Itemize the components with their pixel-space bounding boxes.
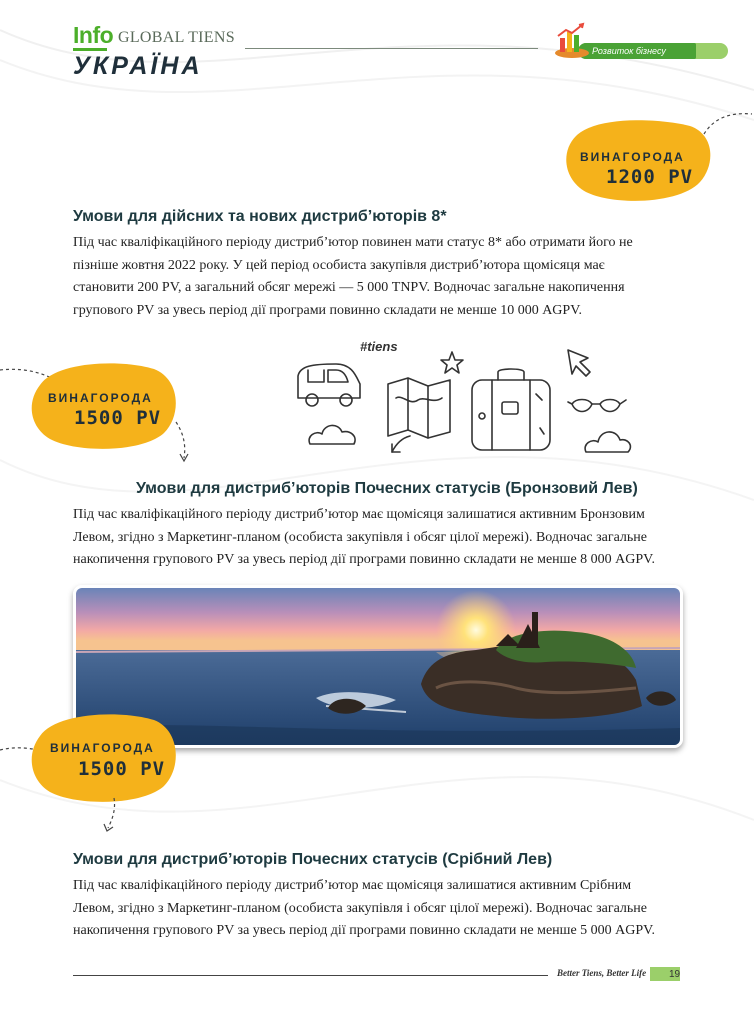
reward-badge-3 [30,708,180,806]
section-1-heading: Умови для дійсних та нових дистриб’юторів 8* [73,208,447,225]
section-3-line: Левом, згідно з Маркетинг-планом (особиста закупівля і обсяг цілої мережі). Водночас загальне [73,900,648,916]
tiens-hashtag: #tiens [360,339,398,354]
travel-doodles-illustration [292,332,632,460]
section-1-line: Під час кваліфікаційного періоду дистриб’ютор повинен мати статус 8* або отримати його не [73,235,633,250]
section-2-line: накопичення групового PV за увесь період дії програми повинно складати не менше 8 000 AGPV. [73,552,655,567]
brand-global-tiens: GLOBAL TIENS [118,29,235,46]
region-title: УКРАЇНА [73,52,203,80]
section-1-paragraph [73,232,633,322]
dashed-arrow-1 [700,108,754,138]
badge-blob-shape [30,357,180,453]
section-3-line: накопичення групового PV за увесь період дії програми повинно складати не менше 5 000 AGPV. [73,923,655,938]
business-growth-icon [552,22,592,62]
section-2-paragraph [73,504,655,572]
reward-badge-1 [562,114,714,204]
section-3-heading: Умови для дистриб’юторів Почесних статусів (Срібний Лев) [73,851,553,868]
footer-slogan: Better Tiens, Better Life [557,968,647,978]
badge-blob-shape [30,708,180,806]
reward-badge-2 [30,357,180,453]
brand-info: Info [73,22,114,48]
badge-value: 1200 PV [606,166,694,188]
badge-value: 1500 PV [78,758,166,780]
brand-underline [73,48,107,51]
section-tag-label: Розвиток бізнесу [578,43,696,59]
page-number: 19 [669,969,681,980]
badge-label: ВИНАГОРОДА [580,150,685,164]
section-1-line: становити 200 PV, а загальний обсяг мережі — 5 000 TNPV. Водночас загальне накопичення [73,280,625,295]
section-2-heading: Умови для дистриб’юторів Почесних статусів (Бронзовий Лев) [136,480,638,497]
section-2-line: Левом, згідно з Маркетинг-планом (особиста закупівля і обсяг цілої мережі). Водночас загальне [73,529,648,545]
badge-label: ВИНАГОРОДА [48,391,153,405]
section-3-paragraph [73,875,655,943]
badge-label: ВИНАГОРОДА [50,741,155,755]
header-divider [245,48,538,49]
footer-divider [73,975,548,976]
dashed-arrow-3 [98,796,122,836]
section-1-line: групового PV за увесь період дії програми повинно складати не менше 10 000 AGPV. [73,302,583,318]
section-1-line: пізніше жовтня 2022 року. У цей період особиста закупівля дистриб’ютора щомісяця має [73,257,605,273]
dashed-arrow-2 [170,418,200,464]
section-3-line: Під час кваліфікаційного періоду дистриб’ютор має щомісяця залишатися активним Срібним [73,878,632,893]
badge-value: 1500 PV [74,407,162,429]
section-2-line: Під час кваліфікаційного періоду дистриб’ютор має щомісяця залишатися активним Бронзовим [73,507,645,522]
